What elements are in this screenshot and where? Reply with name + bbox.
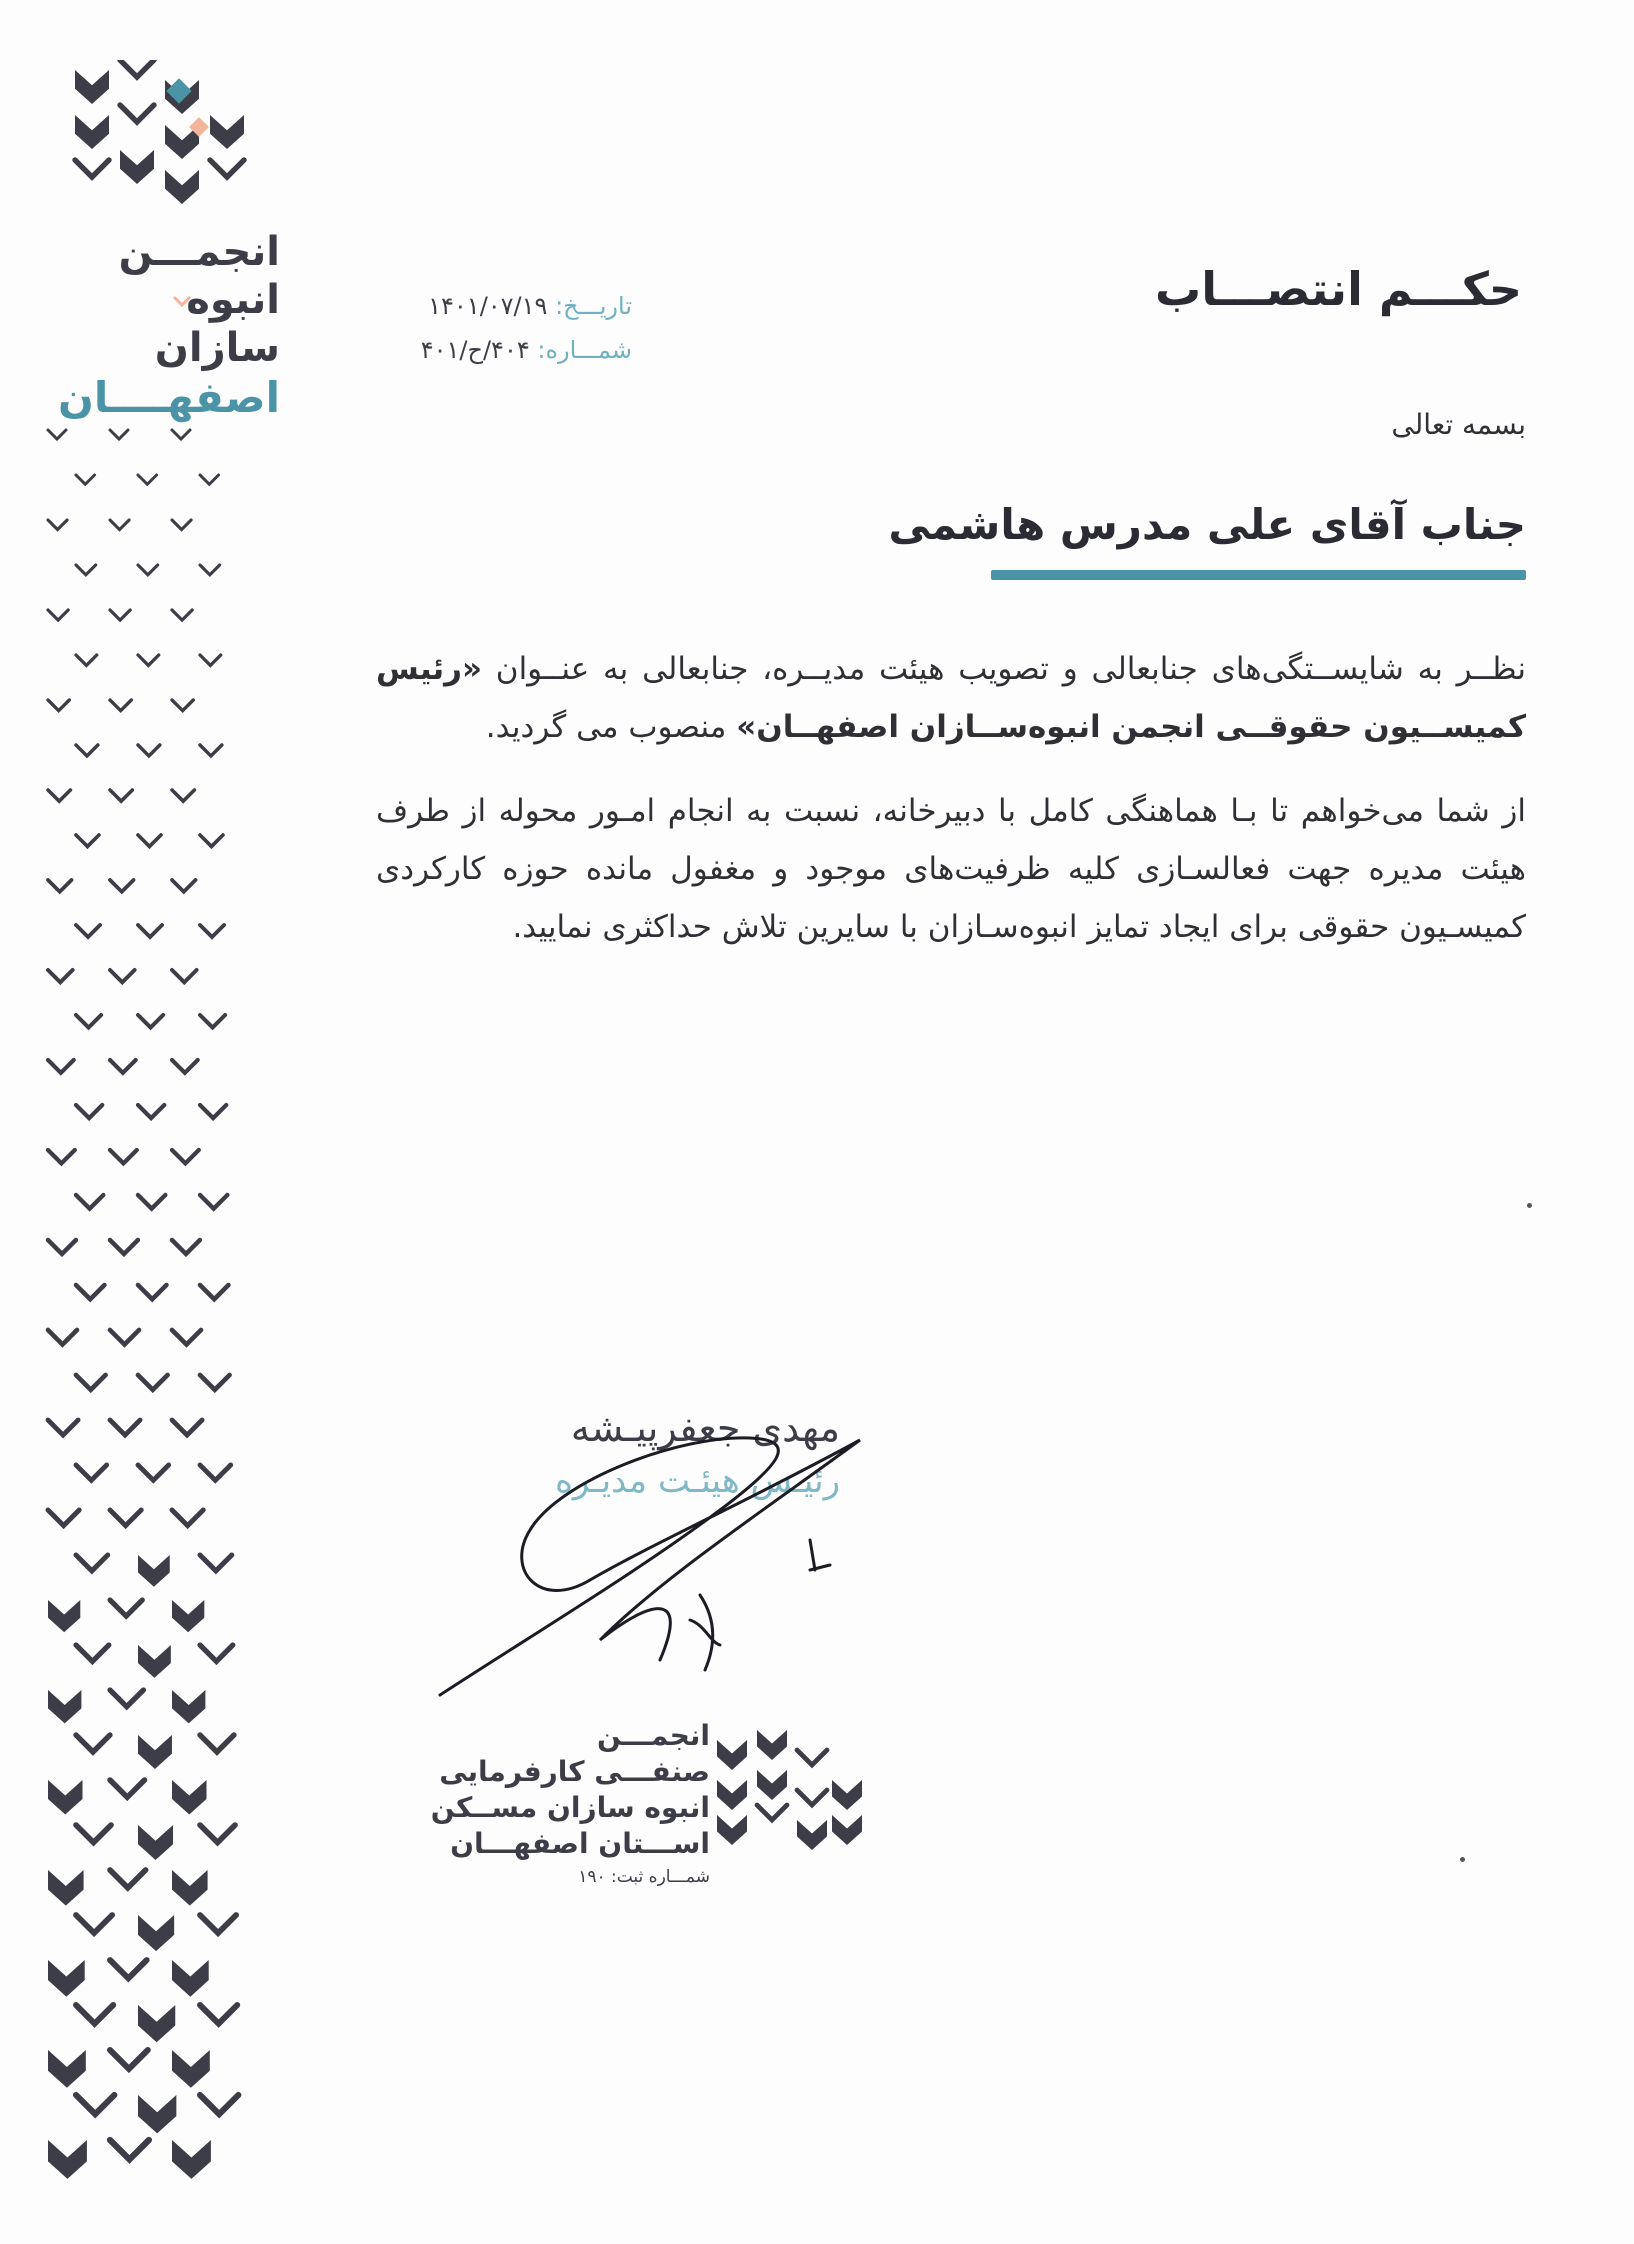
chevron-shape	[200, 835, 223, 846]
chevron-shape	[76, 1105, 102, 1118]
chevron-shape	[48, 1780, 83, 1815]
chevron-shape	[48, 1420, 78, 1435]
chevron-shape	[48, 430, 66, 439]
chevron-shape	[110, 1330, 139, 1345]
paragraph-1-start: نظــر به شایســتگی‌های جنابعالی و تصویب هیئت مدیــره، جنابعالی به عنــوان	[482, 651, 1526, 687]
footer-logo-line-4: اســـتان اصفهـــان	[450, 1827, 710, 1860]
chevron-shape	[76, 1015, 101, 1028]
chevron-shape	[172, 1510, 203, 1526]
chevron-shape	[138, 1375, 168, 1390]
chevron-shape	[138, 1195, 165, 1209]
chevron-shape	[200, 1645, 233, 1661]
chevron-shape	[138, 745, 160, 756]
chevron-shape	[76, 2095, 114, 2114]
chevron-shape	[200, 1825, 235, 1843]
number-row	[372, 328, 632, 372]
chevron-shape	[172, 1780, 207, 1815]
chevron-shape	[138, 565, 158, 575]
chevron-shape	[48, 700, 69, 711]
chevron-shape	[76, 1285, 104, 1299]
footer-logo-text	[420, 1718, 710, 1892]
chevron-shape	[138, 1735, 172, 1769]
chevron-shape	[138, 1645, 171, 1678]
chevron-shape	[138, 1555, 170, 1587]
chevron-shape	[200, 1735, 234, 1752]
chevron-shape	[200, 1195, 227, 1209]
chevron-shape	[76, 2005, 113, 2024]
chevron-shape	[200, 1015, 225, 1028]
date-value: ۱۴۰۱/۰۷/۱۹	[428, 292, 548, 320]
chevron-shape	[48, 520, 67, 530]
handwritten-signature	[420, 1420, 920, 1720]
signer-role: رئیـس هیئـت مدیـره	[555, 1461, 840, 1501]
chevron-shape	[138, 1465, 169, 1480]
number-value: ۴۰۴/ح/۴۰۱	[420, 336, 530, 364]
chevron-shape	[172, 610, 192, 620]
chevron-shape	[200, 925, 224, 937]
chevron-shape	[48, 610, 68, 620]
chevron-shape	[110, 1600, 142, 1616]
chevron-shape	[76, 1195, 103, 1209]
chevron-shape	[76, 1555, 108, 1571]
chevron-shape	[172, 520, 191, 530]
chevron-shape	[200, 1375, 230, 1390]
document-meta	[372, 284, 632, 372]
chevron-shape	[76, 745, 98, 756]
chevron-shape	[76, 1735, 110, 1752]
chevron-shape	[138, 1285, 166, 1299]
chevron-shape	[76, 1915, 112, 1933]
chevron-shape	[172, 1330, 201, 1345]
chevron-shape	[110, 430, 128, 439]
chevron-shape	[138, 655, 159, 665]
chevron-shape	[138, 1105, 164, 1118]
logo-line-3: اصفهــــان	[58, 373, 280, 422]
chevron-shape	[717, 1740, 747, 1770]
chevron-shape	[172, 2050, 210, 2088]
chevron-shape	[757, 1770, 787, 1800]
chevron-shape	[48, 1690, 81, 1723]
chevron-shape	[110, 520, 129, 530]
chevron-shape	[76, 655, 97, 665]
chevron-shape	[110, 2140, 149, 2159]
chevron-shape	[138, 2005, 175, 2042]
chevron-shape	[172, 1060, 198, 1073]
chevron-shape	[110, 1690, 143, 1707]
chevron-shape	[76, 835, 99, 846]
chevron-shape	[200, 2005, 237, 2024]
basmala: بسمه تعالی	[1391, 408, 1526, 441]
chevron-shape	[48, 1240, 76, 1254]
recipient-underline	[991, 570, 1526, 580]
footer-logo-line-1: انجمـــن	[597, 1719, 710, 1752]
chevron-shape	[110, 1510, 141, 1526]
chevron-shape	[210, 160, 244, 177]
document-title: حکـــم انتصـــاب	[1155, 262, 1522, 316]
chevron-shape	[200, 655, 221, 665]
chevron-shape	[120, 150, 154, 184]
chevron-shape	[757, 1730, 787, 1760]
chevron-shape	[75, 70, 109, 104]
chevron-shape	[138, 835, 161, 846]
chevron-shape	[200, 1465, 231, 1480]
chevron-shape	[110, 1060, 136, 1073]
date-row	[372, 284, 632, 328]
chevron-shape	[48, 1060, 74, 1073]
chevron-shape	[172, 880, 196, 892]
chevron-shape	[172, 2140, 211, 2179]
chevron-shape	[200, 475, 219, 484]
chevron-shape	[172, 1600, 204, 1632]
chevron-shape	[717, 1815, 747, 1845]
chevron-shape	[138, 925, 162, 937]
chevron-shape	[200, 1555, 232, 1571]
chevron-shape	[120, 105, 154, 122]
position-title: «رئیس کمیســیون حقوقــی انجمن انبوه‌ســازان اصفهــان»	[376, 651, 1526, 745]
paragraph-1	[376, 640, 1526, 756]
chevron-shape	[76, 475, 95, 484]
chevron-shape	[200, 1915, 236, 1933]
chevron-shape	[797, 1790, 827, 1805]
chevron-shape	[210, 115, 244, 149]
chevron-shape	[48, 2050, 86, 2088]
chevron-shape	[110, 970, 135, 982]
chevron-shape	[200, 565, 220, 575]
chevron-shape	[48, 2140, 87, 2179]
chevron-shape	[76, 565, 96, 575]
chevron-shape	[76, 925, 100, 937]
date-label: تاریـــخ:	[555, 292, 632, 320]
association-logo-mark	[70, 60, 290, 240]
chevron-shape	[138, 475, 157, 484]
chevron-shape	[172, 1960, 209, 1997]
chevron-shape	[76, 1375, 106, 1390]
paragraph-1-end: منصوب می گردید.	[485, 709, 737, 745]
chevron-shape	[48, 1150, 75, 1163]
chevron-shape	[200, 745, 222, 756]
chevron-shape	[110, 1240, 138, 1254]
chevron-shape	[48, 1870, 84, 1906]
footer-logo-line-2: صنفـــی کارفرمایی	[439, 1755, 710, 1788]
chevron-shape	[165, 170, 199, 204]
logo-line-2: انبوه سازان	[154, 277, 280, 371]
chevron-shape	[120, 60, 154, 77]
registration-number: شمـــاره ثبت: ۱۹۰	[578, 1867, 710, 1887]
chevron-shape	[138, 2095, 176, 2133]
chevron-shape	[76, 1825, 111, 1843]
chevron-shape	[172, 1150, 199, 1163]
number-label: شمـــاره:	[537, 336, 632, 364]
footer-logo-line-3: انبوه سازان مســکن	[430, 1791, 710, 1824]
chevron-shape	[110, 610, 130, 620]
chevron-shape	[172, 1240, 200, 1254]
chevron-shape	[48, 880, 72, 892]
chevron-shape	[110, 1780, 145, 1797]
chevron-shape	[200, 2095, 238, 2114]
chevron-shape	[172, 1420, 202, 1435]
chevron-shape	[172, 1690, 205, 1723]
chevron-shape	[138, 1915, 174, 1951]
chevron-shape	[172, 430, 190, 439]
chevron-shape	[75, 115, 109, 149]
letter-body	[376, 640, 1526, 982]
chevron-shape	[172, 1870, 208, 1906]
chevron-shape	[76, 1465, 107, 1480]
footer-logo-mark	[712, 1720, 872, 1850]
chevron-shape	[200, 1285, 228, 1299]
chevron-shape	[172, 790, 194, 801]
chevron-shape	[76, 1645, 109, 1661]
chevron-shape	[797, 1820, 827, 1850]
chevron-shape	[138, 1015, 163, 1028]
chevron-shape	[757, 1805, 787, 1820]
speck	[1527, 1203, 1532, 1208]
chevron-shape	[110, 1960, 147, 1978]
chevron-shape	[832, 1780, 862, 1810]
chevron-shape	[832, 1815, 862, 1845]
chevron-shape	[717, 1780, 747, 1810]
chevron-shape	[48, 1600, 80, 1632]
chevron-shape	[48, 790, 70, 801]
chevron-shape	[110, 790, 132, 801]
chevron-shape	[48, 1330, 77, 1345]
chevron-shape	[110, 2050, 148, 2069]
chevron-shape	[110, 1870, 146, 1888]
chevron-shape	[75, 160, 109, 177]
chevron-shape	[48, 1510, 79, 1526]
chevron-shape	[172, 700, 193, 711]
signer-name: مهدی جعفرپیـشه	[570, 1406, 840, 1450]
chevron-shape	[110, 880, 134, 892]
chevron-shape	[797, 1750, 827, 1765]
chevron-shape	[172, 970, 197, 982]
association-logo-text	[60, 228, 280, 424]
chevron-shape	[48, 970, 73, 982]
chevron-shape	[110, 700, 131, 711]
recipient-name: جناب آقای علی مدرس هاشمی	[888, 500, 1526, 549]
logo-line-1: انجمـــن	[118, 229, 280, 275]
chevron-shape	[48, 1960, 85, 1997]
chevron-shape	[110, 1150, 137, 1163]
chevron-shape	[200, 1105, 226, 1118]
chevron-shape	[110, 1420, 140, 1435]
speck	[1460, 1857, 1465, 1862]
paragraph-2: از شما می‌خواهم تا بـا هماهنگی کامل با دبیرخانه، نسبت به انجام امـور محوله از طرف هیئت مدیره جهت فعالسـازی کلیه ظرفیت‌های موجود و مغفول مانده حوزه کارکردی کمیسـیون حقوقی برای ایجاد تمایز انبوه‌سـازان با سایرین تلاش حداکثری نمایید.	[376, 793, 1526, 945]
chevron-shape	[138, 1825, 173, 1860]
